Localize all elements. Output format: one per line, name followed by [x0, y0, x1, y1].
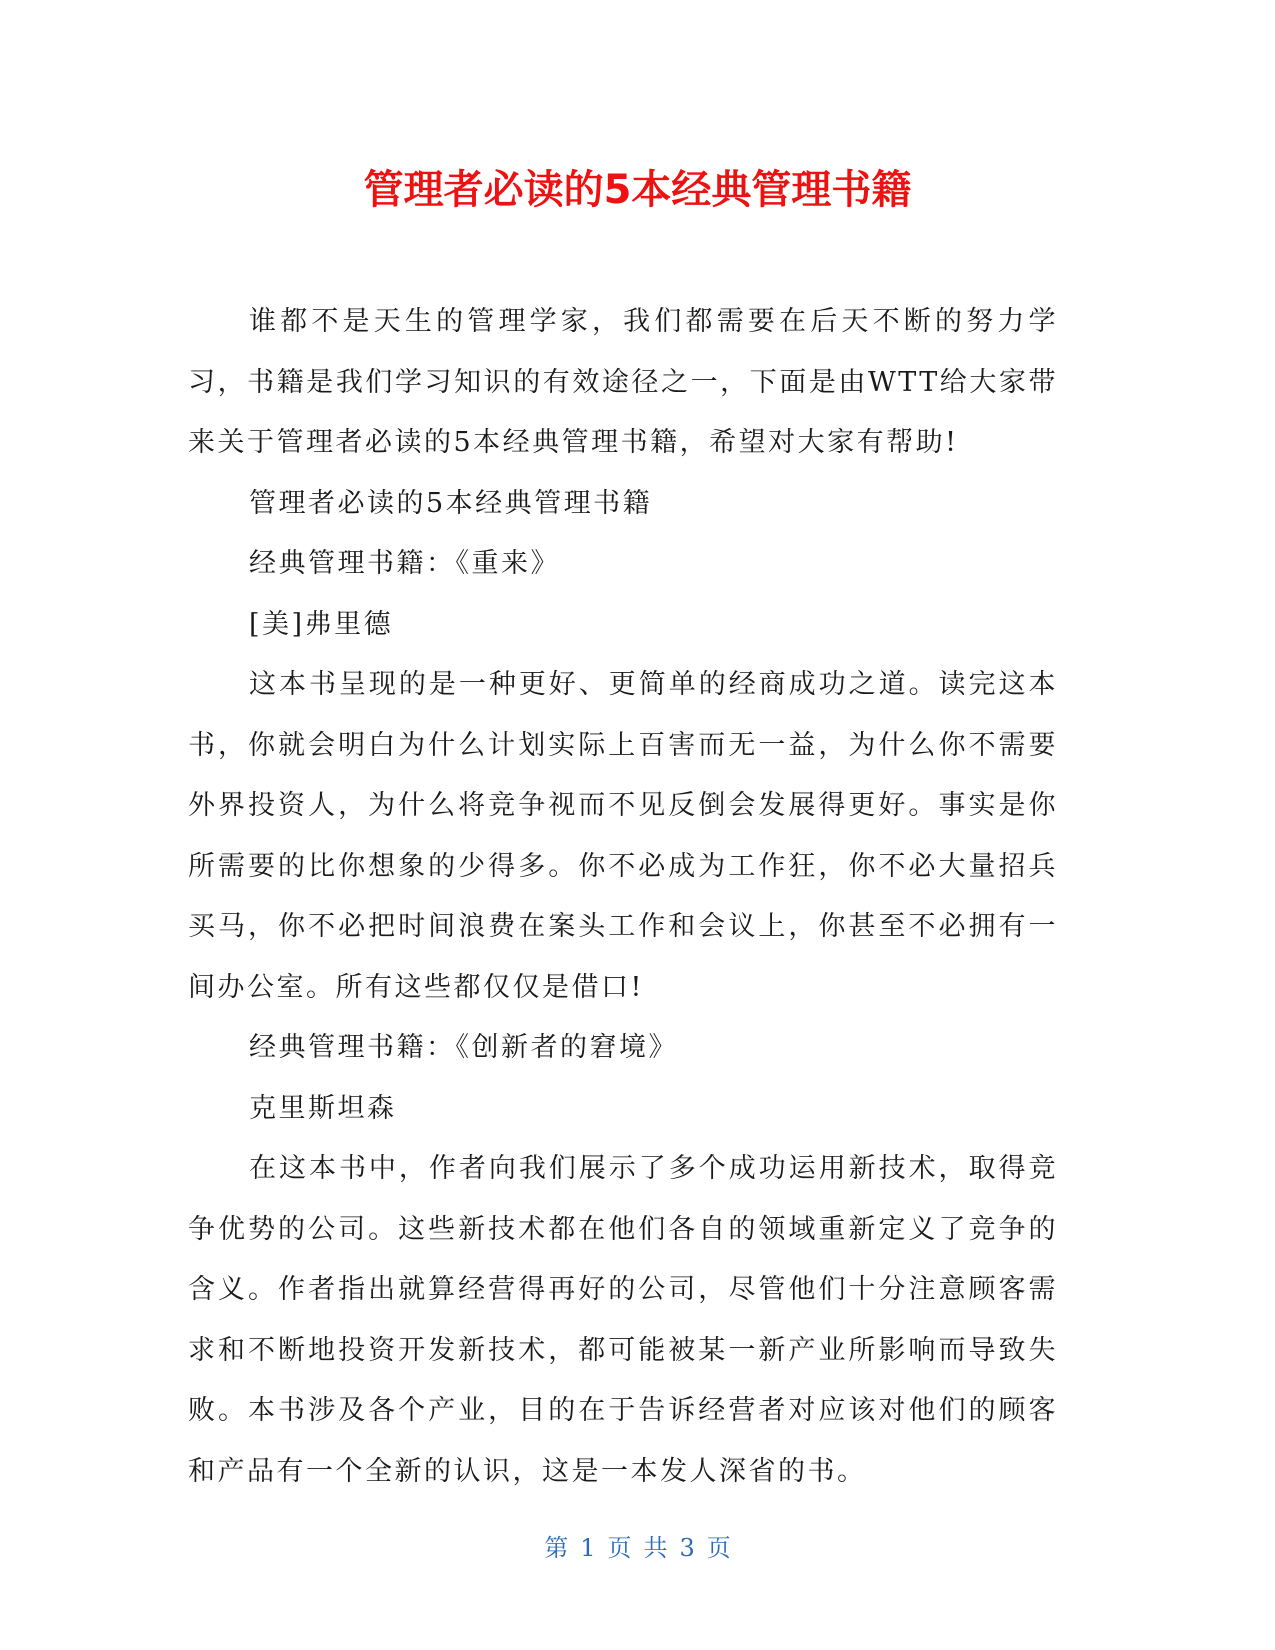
- book-author-1: [美]弗里德: [249, 608, 394, 640]
- intro-paragraph: 谁都不是天生的管理学家，我们都需要在后天不断的努力学习，书籍是我们学习知识的有效途径之一，下面是由WTT给大家带来关于管理者必读的5本经典管理书籍，希望对大家有帮助!: [188, 306, 1058, 458]
- page-title: 管理者必读的5本经典管理书籍: [363, 167, 912, 213]
- footer-total-label: 共: [643, 1534, 668, 1562]
- document-body: [188, 292, 1058, 1502]
- footer-total-unit: 页: [706, 1534, 731, 1562]
- footer-page-label: 第: [544, 1534, 569, 1562]
- book-description-2: 在这本书中，作者向我们展示了多个成功运用新技术，取得竞争优势的公司。这些新技术都在他们各自的领域重新定义了竞争的含义。作者指出就算经营得再好的公司，尽管他们十分注意顾客需求和不断地投资开发新技术，都可能被某一新产业所影响而导致失败。本书涉及各个产业，目的在于告诉经营者对应该对他们的顾客和产品有一个全新的认识，这是一本发人深省的书。: [188, 1153, 1058, 1487]
- footer-total-pages: 3: [679, 1534, 695, 1562]
- book-title-1: 经典管理书籍：《重来》: [249, 548, 560, 579]
- page-footer: [0, 1532, 1275, 1564]
- book-title-2: 经典管理书籍：《创新者的窘境》: [249, 1032, 678, 1063]
- book-description-1: 这本书呈现的是一种更好、更简单的经商成功之道。读完这本书，你就会明白为什么计划实际上百害而无一益，为什么你不需要外界投资人，为什么将竞争视而不见反倒会发展得更好。事实是你所需要的比你想象的少得多。你不必成为工作狂，你不必大量招兵买马，你不必把时间浪费在案头工作和会议上，你甚至不必拥有一间办公室。所有这些都仅仅是借口!: [188, 669, 1058, 1003]
- footer-current-page: 1: [580, 1534, 596, 1562]
- section-heading: 管理者必读的5本经典管理书籍: [249, 487, 653, 519]
- footer-page-unit: 页: [607, 1534, 632, 1562]
- book-author-2: 克里斯坦森: [249, 1092, 397, 1124]
